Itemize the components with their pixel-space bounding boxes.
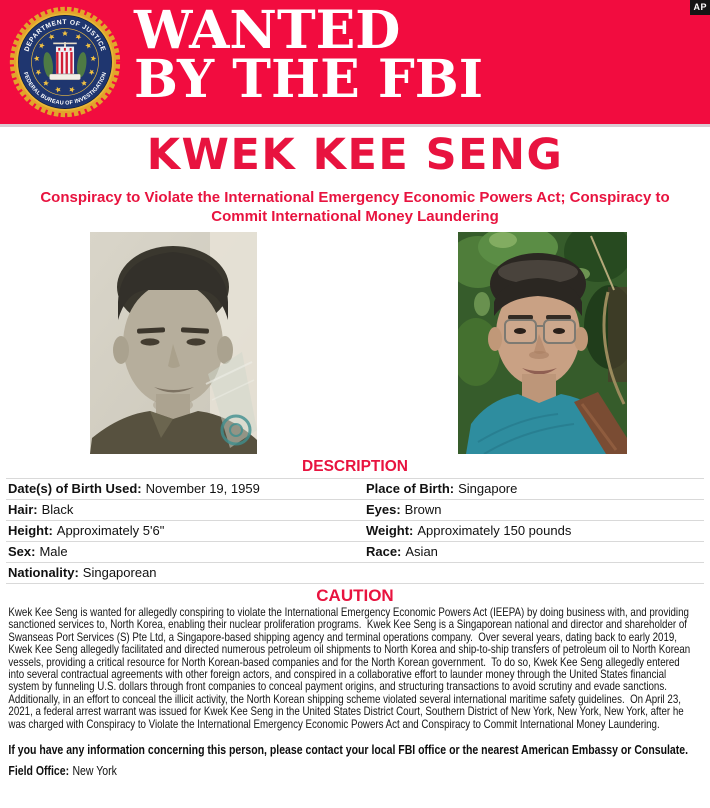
field-value: Approximately 5'6": [56, 523, 165, 538]
lower-text-block: [0, 607, 706, 779]
photo-row: [0, 232, 710, 454]
subject-name: KWEK KEE SENG: [146, 130, 564, 180]
field-label: Height:: [8, 523, 53, 538]
seal-bottom-text: FEDERAL BUREAU OF INVESTIGATION: [21, 71, 109, 107]
description-cell: [6, 563, 364, 584]
banner-title-line2: BY THE FBI: [134, 49, 484, 110]
field-label: Place of Birth:: [365, 481, 455, 496]
field-office: [8, 763, 705, 779]
table-row: [6, 563, 704, 584]
field-label: Eyes:: [365, 502, 401, 517]
field-value: November 19, 1959: [145, 481, 260, 496]
field-value: Singapore: [458, 481, 518, 496]
field-label: Weight:: [365, 523, 414, 538]
description-cell: [364, 521, 704, 542]
field-label: Hair:: [8, 502, 38, 517]
banner-title: [134, 0, 484, 110]
contact-note: If you have any information concerning this person, please contact your local FBI office or the nearest American Embassy or Consulate.: [8, 743, 689, 758]
banner-title-line1: WANTED: [134, 0, 401, 61]
field-value: Singaporean: [82, 565, 157, 580]
banner: [0, 0, 710, 127]
field-label: Sex:: [8, 544, 36, 559]
field-label: Race:: [365, 544, 402, 559]
description-cell: [6, 479, 364, 500]
description-cell: [6, 500, 364, 521]
photo-selfie: [458, 232, 627, 454]
table-row: [6, 542, 704, 563]
table-row: [6, 500, 704, 521]
description-cell: [364, 479, 704, 500]
field-value: Brown: [404, 502, 442, 517]
field-value: Approximately 150 pounds: [417, 523, 572, 538]
table-row: [6, 521, 704, 542]
description-cell: [364, 542, 704, 563]
description-cell: [6, 542, 364, 563]
caution-heading: CAUTION: [316, 586, 394, 605]
field-label: Date(s) of Birth Used:: [8, 481, 142, 496]
photo-passport: [90, 232, 257, 454]
fbi-seal: [8, 5, 122, 119]
field-value: Asian: [405, 544, 438, 559]
description-table: [6, 478, 704, 584]
field-value: Male: [39, 544, 68, 559]
field-office-value: New York: [72, 764, 117, 779]
caution-body: Kwek Kee Seng is wanted for allegedly conspiring to violate the International Emergency Economic Powers Act (IEEPA) by doing business with, and providing sanctioned services to, North Korea, enabling their nuclear proliferation programs. Kwek Kee Seng is a Singaporean national and director and shareholder of Swanseas Port Services (S) Pte Ltd, a Singapore-based shipping agency and terminal operations company. Over several years, dating back to early 2019, Kwek Kee Seng allegedly facilitated and directed numerous petroleum oil shipments to North Korea and ship-to-ship transfers of petroleum oil to North Korean vessels, providing a critical resource for North Korean-based companies and for the North Korean government. To do so, Kwek Kee Seng allegedly entered into several contractual agreements with other foreign actors, and conspired in a collaborative effort to launder money through the United States financial system by funneling U.S. dollars through front companies to conceal payment origins, and structuring transactions to avoid scrutiny and evade sanctions. Additionally, in an effort to conceal the illicit activity, the North Korean shipping scheme violated several international maritime safety guidelines. On April 23, 2021, a federal arrest warrant was issued for Kwek Kee Seng in the United States District Court, Southern District of New York, New York, New York, after he was charged with Conspiracy to Violate the International Emergency Economic Powers Act and Conspiracy to Commit International Money Laundering.: [8, 606, 693, 731]
table-row: [6, 479, 704, 500]
description-cell: [364, 500, 704, 521]
description-cell: [6, 521, 364, 542]
charges-subtitle: Conspiracy to Violate the International Emergency Economic Powers Act; Conspiracy to Commit International Money Laundering: [40, 189, 670, 225]
ap-credit-badge: AP: [690, 0, 710, 15]
seal-top-text: DEPARTMENT OF JUSTICE: [23, 18, 107, 53]
field-value: Black: [41, 502, 74, 517]
description-heading: DESCRIPTION: [302, 458, 408, 475]
description-cell: [364, 563, 704, 584]
field-office-label: Field Office:: [8, 764, 70, 779]
field-label: Nationality:: [8, 565, 79, 580]
